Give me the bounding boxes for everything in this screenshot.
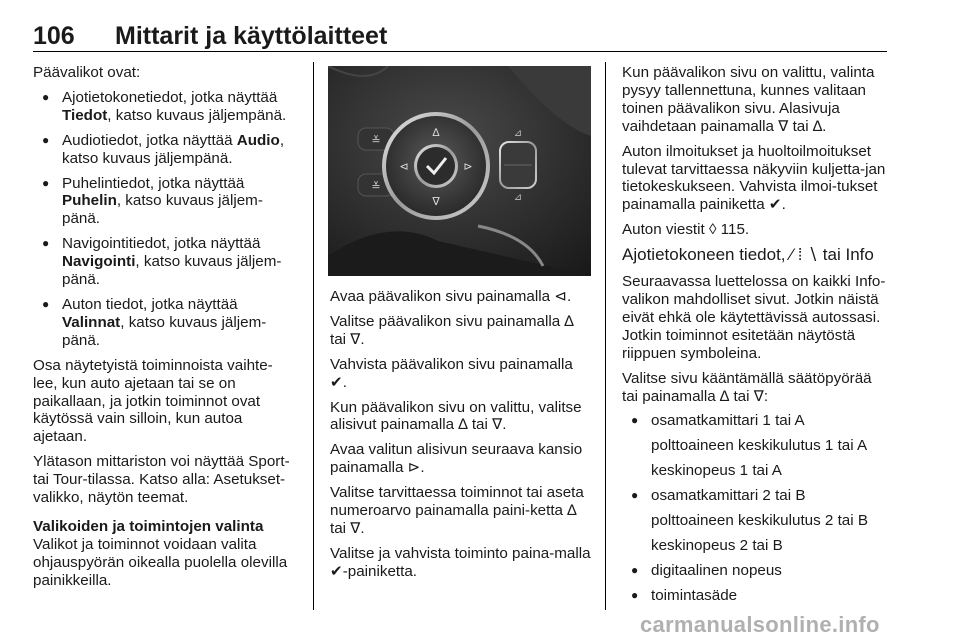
list-item: ● toimintasäde [622,587,890,605]
section-heading: Ajotietokoneen tiedot, ⁄ ⁞ ∖ tai Info [622,245,874,265]
svg-text:≚: ≚ [371,135,381,147]
list-item: ● Puhelintiedot, jotka näyttää Puhelin, katso kuvaus jäljem-pänä. [33,175,293,229]
column-left [33,64,293,597]
info-pages-list [622,412,890,604]
cross-reference: Auton viestit ◊ 115. [622,221,750,239]
header-rule [33,51,887,52]
svg-text:≚: ≚ [371,181,381,193]
column-divider-2 [605,62,606,610]
list-item: ● digitaalinen nopeus [622,562,890,580]
paragraph: Kun päävalikon sivu on valittu, valinta pysyy tallennettuna, kunnes valitaan toinen päävalikon sivu. Alasivuja vaihdetaan painamalla ∇ tai ∆. [622,64,875,135]
main-menu-list [33,89,293,350]
paragraph: Ylätason mittariston voi näyttää Sport- tai Tour-tilassa. Katso alla: Asetukset-valikko, näytön teemat. [33,453,290,507]
paragraph: Vahvista päävalikon sivu painamalla ✔. [330,355,573,391]
column-divider-1 [313,62,314,610]
page-number: 106 [33,22,75,50]
paragraph: Valikot ja toiminnot voidaan valita ohjauspyörän oikealla puolella olevilla painikkeilla. [33,535,288,589]
watermark: carmanualsonline.info [640,612,880,637]
menus-intro: Päävalikot ovat: [33,64,141,81]
list-item: ● Audiotiedot, jotka näyttää Audio, katso kuvaus jäljempänä. [33,132,293,168]
paragraph: Kun päävalikon sivu on valittu, valitse alisivut painamalla ∆ tai ∇. [330,398,582,434]
list-item: ● osamatkamittari 1 tai A polttoaineen keskikulutus 1 tai A keskinopeus 1 tai A [622,412,890,480]
svg-text:⊲: ⊲ [399,161,409,173]
svg-text:∇: ∇ [432,196,440,208]
paragraph: Valitse sivu kääntämällä säätöpyörää tai painamalla ∆ tai ∇: [622,369,872,405]
paragraph: Avaa valitun alisivun seuraava kansio painamalla ⊳. [330,441,583,477]
paragraph: Auton ilmoitukset ja huoltoilmoitukset tulevat tarvittaessa näkyviin kuljetta-jan tietokeskukseen. Vahvista ilmoi-tukset painamalla painiketta ✔. [622,142,886,214]
paragraph: Avaa päävalikon sivu painamalla ⊲. [330,288,572,305]
paragraph: Valitse tarvittaessa toiminnot tai aseta numeroarvo painamalla paini-ketta ∆ tai ∇. [330,484,584,537]
list-item: ● Auton tiedot, jotka näyttää Valinnat, katso kuvaus jäljem-pänä. [33,296,293,350]
paragraph: Osa näytetyistä toiminnoista vaihte-lee, kun auto ajetaan tai se on paikallaan, ja jotkin toiminnot ovat käytössä vain silloin, kun autoa ajetaan. [33,356,273,446]
svg-text:∆: ∆ [432,127,440,139]
paragraph: Valitse päävalikon sivu painamalla ∆ tai ∇. [330,312,574,348]
list-item: ● Ajotietokonetiedot, jotka näyttää Tiedot, katso kuvaus jäljempänä. [33,89,293,125]
list-item: ● osamatkamittari 2 tai B polttoaineen keskikulutus 2 tai B keskinopeus 2 tai B [622,487,890,555]
list-item: ● Navigointitiedot, jotka näyttää Navigointi, katso kuvaus jäljem-pänä. [33,235,293,289]
paragraph: Seuraavassa luettelossa on kaikki Info-valikon mahdolliset sivut. Jotkin näistä eivät ehkä ole käytettävissä autossasi. Jotkin toiminnot esitetään näytöstä riippuen symboleina. [622,273,886,362]
svg-text:⊿: ⊿ [513,128,523,139]
column-right [622,64,890,612]
column-middle [330,288,592,588]
paragraph: Valitse ja vahvista toiminto paina-malla ✔-painiketta. [330,544,591,580]
page-title: Mittarit ja käyttölaitteet [115,22,388,50]
svg-text:⊳: ⊳ [463,161,473,173]
steering-wheel-controls-photo [328,66,591,276]
page-header [33,20,887,52]
section-heading: Valikoiden ja toimintojen valinta [33,517,264,535]
svg-text:⊿: ⊿ [513,192,523,203]
